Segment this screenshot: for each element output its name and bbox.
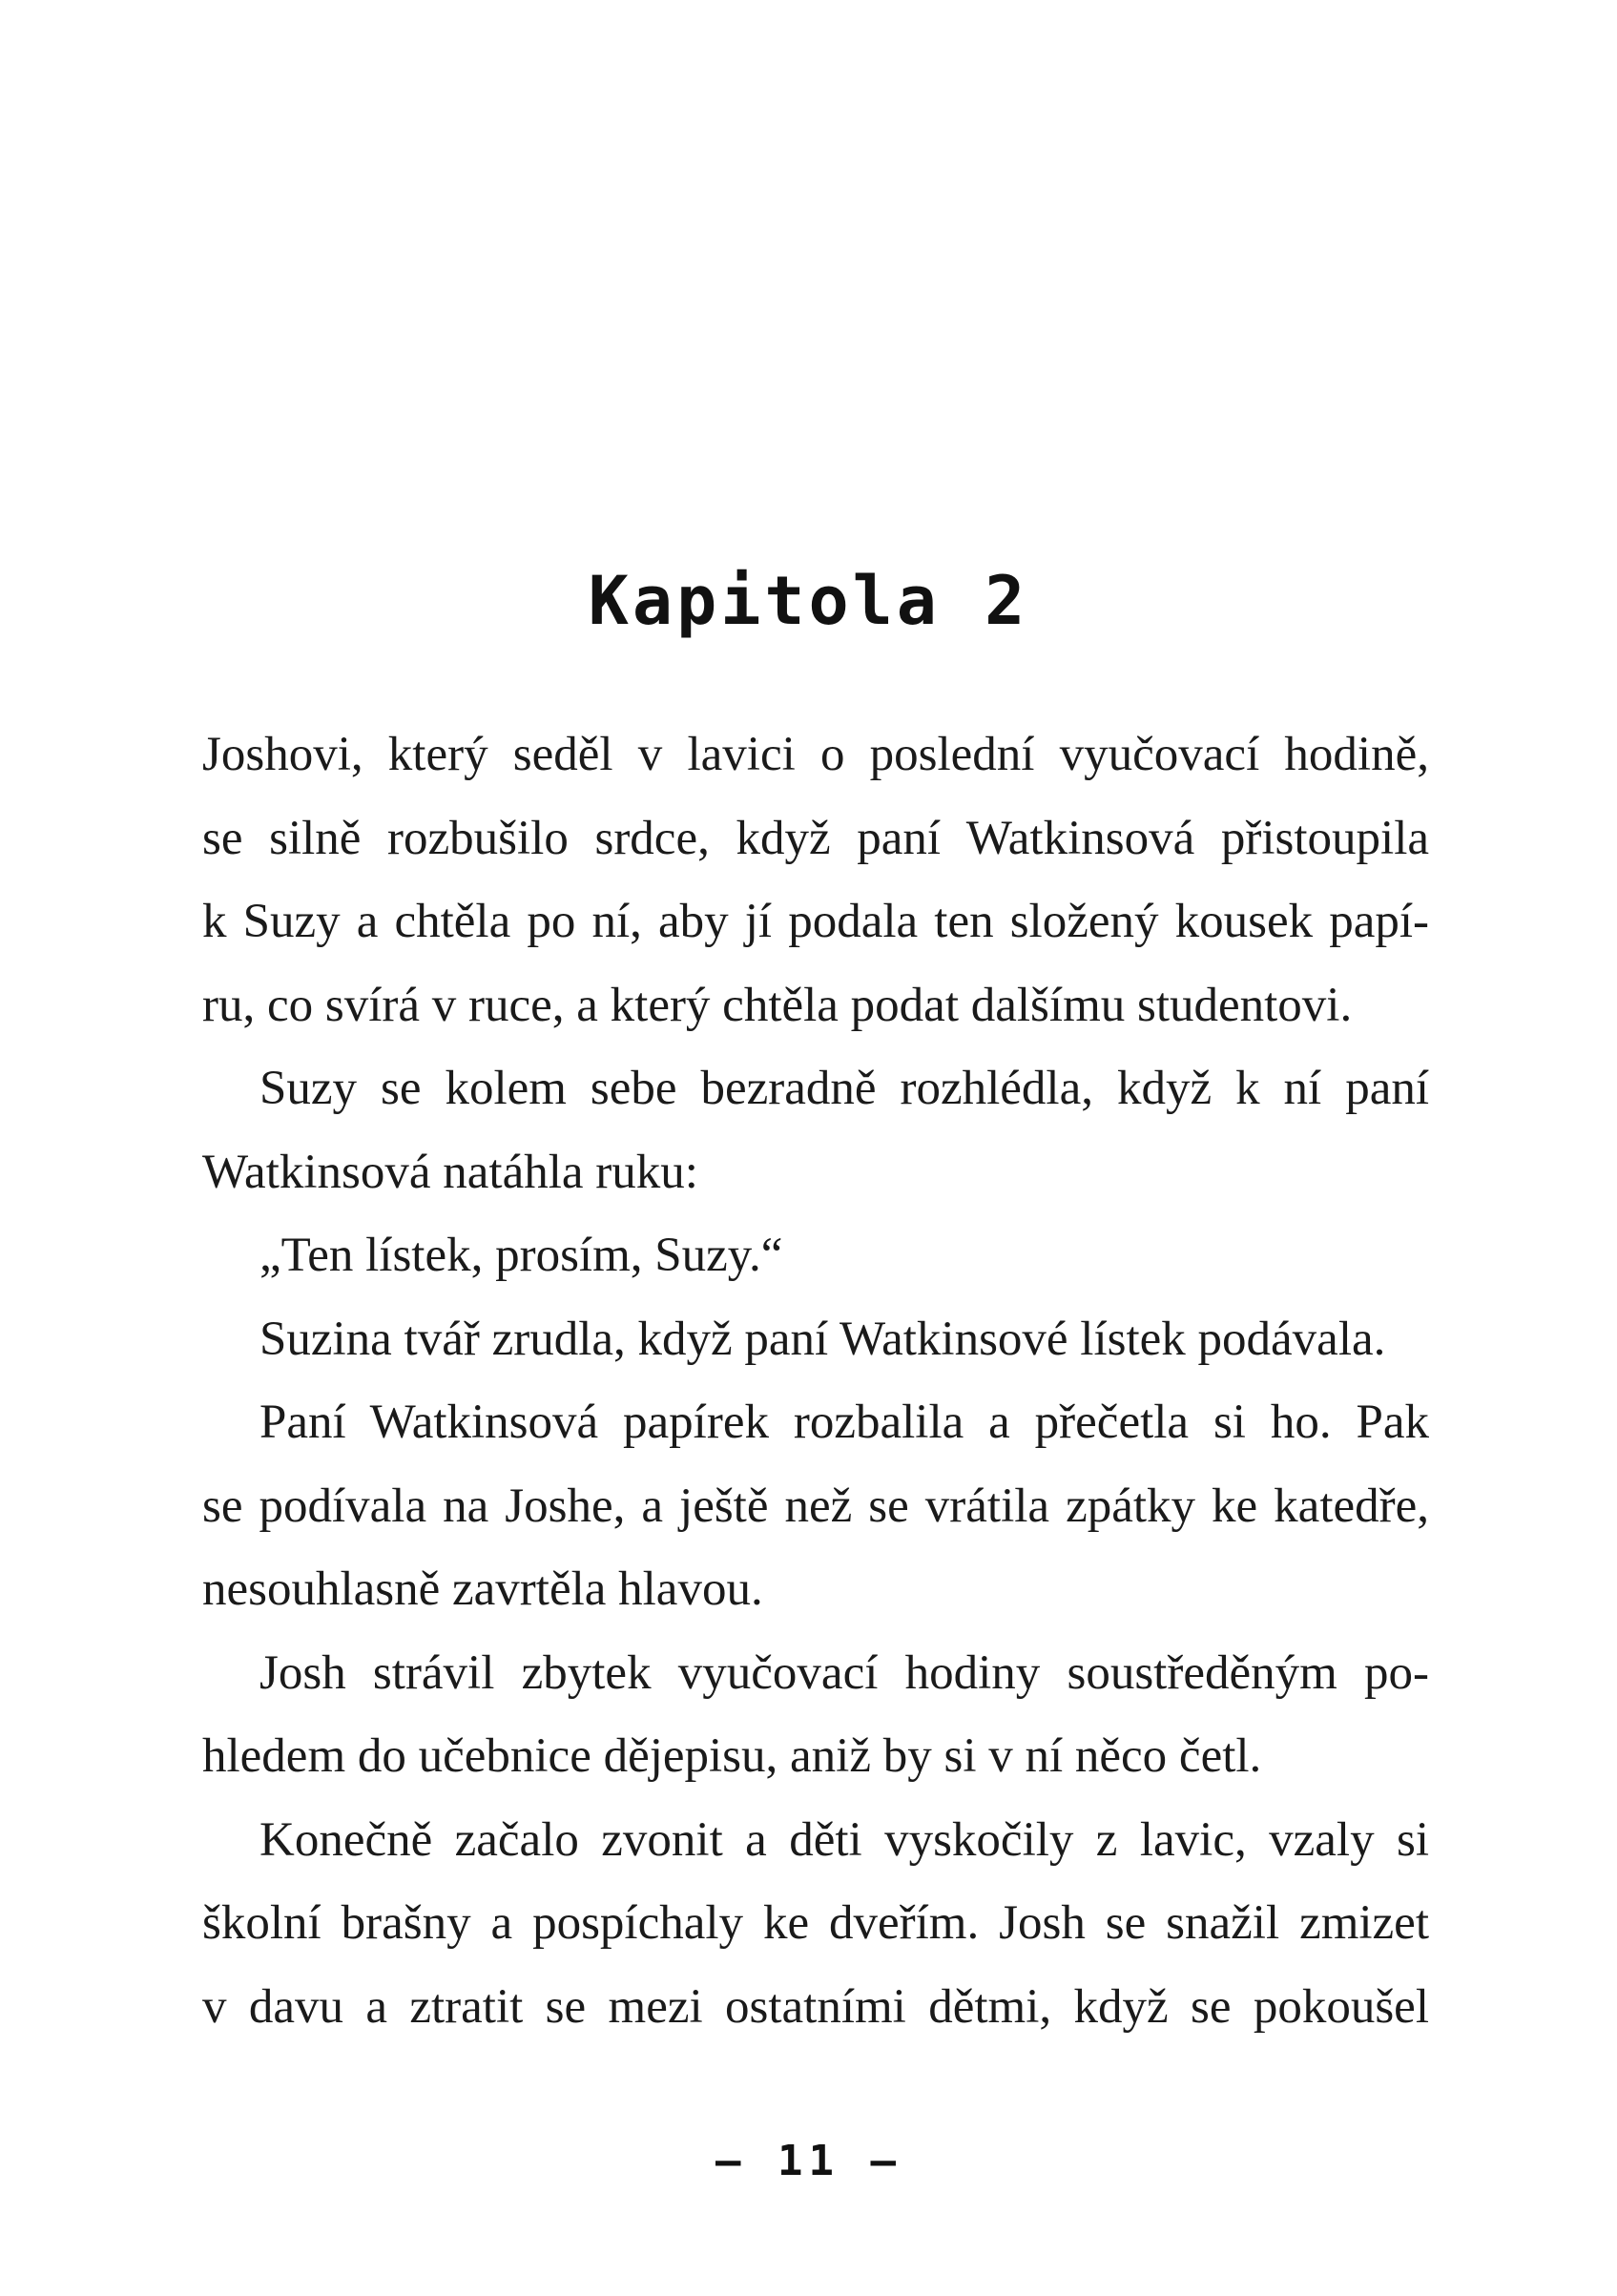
text-line: Suzina tvář zrudla, když paní Watkinsové lístek podávala.: [259, 1312, 1386, 1366]
text-line: Josh strávil zbytek vyučovací hodiny soustředěným po-: [259, 1645, 1429, 1700]
text-line: hledem do učebnice dějepisu, aniž by si v ní něco četl.: [202, 1729, 1262, 1783]
text-line: Paní Watkinsová papírek rozbalila a přečetla si ho. Pak: [259, 1396, 1429, 1449]
text-line: školní brašny a pospíchaly ke dveřím. Josh se snažil zmizet: [202, 1896, 1429, 1950]
text-line: se silně rozbušilo srdce, když paní Watkinsová přistoupila: [202, 811, 1429, 865]
text-line: Konečně začalo zvonit a děti vyskočily z lavic, vzaly si: [259, 1812, 1429, 1867]
text-line: se podívala na Joshe, a ještě než se vrátila zpátky ke katedře,: [202, 1479, 1429, 1533]
text-line: Watkinsová natáhla ruku:: [202, 1145, 698, 1199]
text-line: k Suzy a chtěla po ní, aby jí podala ten složený kousek papí-: [202, 895, 1429, 948]
text-line: v davu a ztratit se mezi ostatními dětmi, když se pokoušel: [202, 1979, 1429, 2034]
text-line: Suzy se kolem sebe bezradně rozhlédla, když k ní paní: [259, 1062, 1429, 1115]
body-text: [202, 714, 1429, 2049]
text-line: nesouhlasně zavrtěla hlavou.: [202, 1562, 763, 1616]
text-line: Joshovi, který seděl v lavici o poslední vyučovací hodině,: [202, 728, 1429, 781]
page-number: – 11 –: [715, 2137, 902, 2185]
chapter-title: Kapitola 2: [588, 562, 1029, 640]
text-line: ru, co svírá v ruce, a který chtěla podat dalšímu studentovi.: [202, 978, 1353, 1032]
text-line: „Ten lístek, prosím, Suzy.“: [259, 1229, 783, 1282]
